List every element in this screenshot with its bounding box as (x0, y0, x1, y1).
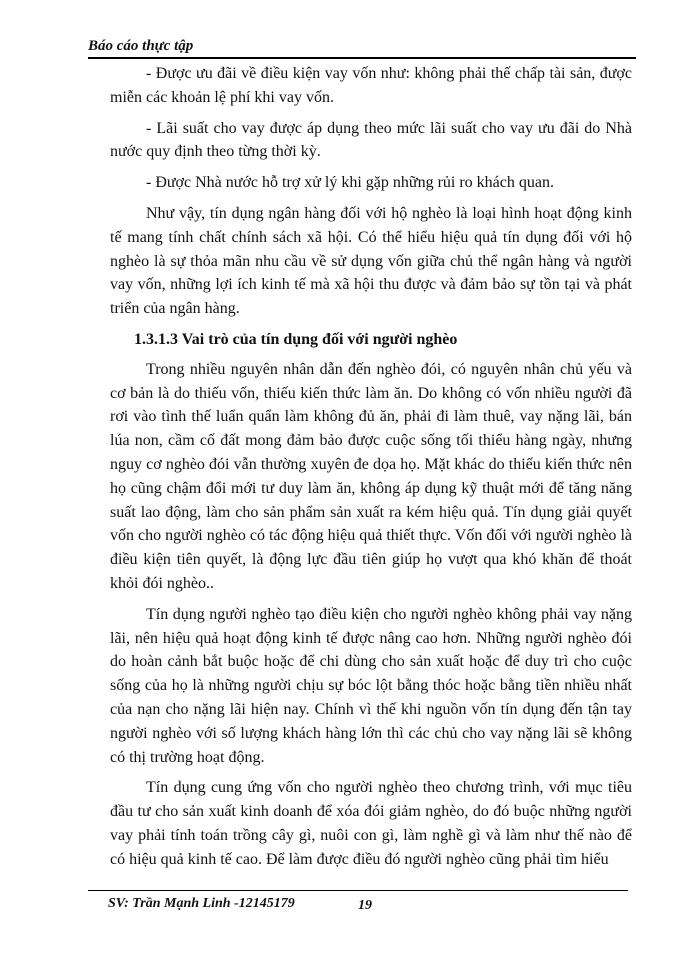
bullet-paragraph: - Được ưu đãi về điều kiện vay vốn như: không phải thế chấp tài sản, được miễn các khoản lệ phí khi vay vốn. (110, 65, 632, 106)
body-paragraph: Trong nhiều nguyên nhân dẫn đến nghèo đói, có nguyên nhân chủ yếu và cơ bản là do thiếu vốn, thiếu kiến thức làm ăn. Do không có vốn nhiều người đã rơi vào tình thế luẩn quẩn làm không đủ ăn, phải đi làm thuê, vay nặng lãi, bán lúa non, cầm cố đất mong đảm bảo được cuộc sống tối thiểu hàng ngày, nhưng nguy cơ nghèo đói vẫn thường xuyên đe dọa họ. Mặt khác do thiếu kiến thức nên họ cũng chậm đổi mới tư duy làm ăn, không áp dụng kỹ thuật mới để tăng năng suất lao động, làm cho sản phẩm sản xuất ra kém hiệu quả. Tín dụng giải quyết vốn cho người nghèo có tác động hiệu quả thiết thực. Vốn đối với người nghèo là điều kiện tiên quyết, là động lực đầu tiên giúp họ vượt qua khó khăn để thoát khỏi đói nghèo.. (110, 360, 632, 592)
footer-divider (88, 890, 628, 891)
header-divider (88, 57, 636, 59)
document-body (110, 62, 632, 879)
bullet-paragraph: - Được Nhà nước hỗ trợ xử lý khi gặp những rủi ro khách quan. (146, 174, 554, 192)
body-paragraph: Tín dụng cung ứng vốn cho người nghèo theo chương trình, với mục tiêu đầu tư cho sản xuất kinh doanh để xóa đói giảm nghèo, do đó buộc những người vay phải tính toán trồng cây gì, nuôi con gì, làm nghề gì và làm như thế nào để có hiệu quả kinh tế cao. Để làm được điều đó người nghèo cũng phải tìm hiểu (110, 779, 632, 868)
footer-student-info: SV: Trần Mạnh Linh -12145179 (108, 896, 295, 911)
body-paragraph: Tín dụng người nghèo tạo điều kiện cho người nghèo không phải vay nặng lãi, nên hiệu quả hoạt động kinh tế được nâng cao hơn. Những người nghèo đói do hoàn cảnh bắt buộc hoặc để chi dùng cho sản xuất hoặc để duy trì cho cuộc sống của họ là những người chịu sự bóc lột bằng thóc hoặc bằng tiền nhiều nhất của nạn cho nặng lãi hiện nay. Chính vì thế khi nguồn vốn tín dụng đến tận tay người nghèo với số lượng khách hàng lớn thì các chủ cho vay nặng lãi sẽ không có thị trường hoạt động. (110, 605, 632, 766)
body-paragraph: Như vậy, tín dụng ngân hàng đối với hộ nghèo là loại hình hoạt động kinh tế mang tính chất chính sách xã hội. Có thể hiểu hiệu quả tín dụng đối với hộ nghèo là sự thỏa mãn nhu cầu về sử dụng vốn giữa chủ thể ngân hàng và người vay vốn, những lợi ích kinh tế mà xã hội thu được và đảm bảo sự tồn tại và phát triển của ngân hàng. (110, 204, 632, 318)
page-header-title: Báo cáo thực tập (88, 38, 194, 54)
section-heading: 1.3.1.3 Vai trò của tín dụng đối với người nghèo (134, 330, 458, 348)
page-number: 19 (358, 898, 372, 913)
bullet-paragraph: - Lãi suất cho vay được áp dụng theo mức lãi suất cho vay ưu đãi do Nhà nước quy định theo từng thời kỳ. (110, 119, 632, 161)
